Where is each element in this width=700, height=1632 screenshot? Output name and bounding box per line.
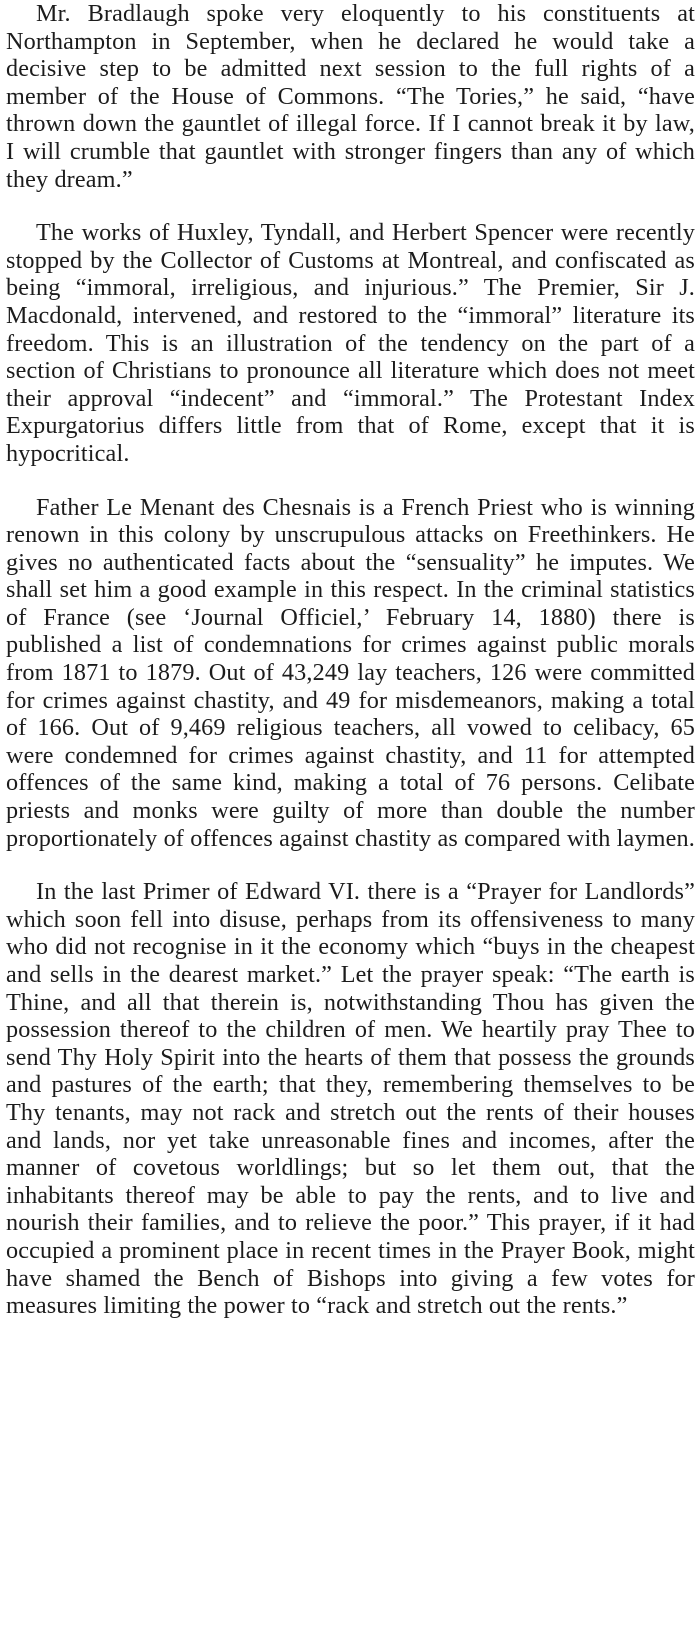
paragraph-bradlaugh-northampton: Mr. Bradlaugh spoke very eloquently to his constituents at Northampton in September, when he declared he would take a decisive step to be admitted next session to the full rights of a member of the House of Commons. “The Tories,” he said, “have thrown down the gauntlet of illegal force. If I cannot break it by law, I will crumble that gauntlet with stronger fingers than any of which they dream.” [6,0,695,193]
text-column [6,0,695,1320]
paragraph-french-priest-statistics: Father Le Menant des Chesnais is a French Priest who is winning renown in this colony by unscrupulous attacks on Freethinkers. He gives no authenticated facts about the “sensuality” he imputes. We shall set him a good example in this respect. In the criminal statistics of France (see ‘Journal Officiel,’ February 14, 1880) there is published a list of condemnations for crimes against public morals from 1871 to 1879. Out of 43,249 lay teachers, 126 were committed for crimes against chastity, and 49 for misdemeanors, making a total of 166. Out of 9,469 religious teachers, all vowed to celibacy, 65 were condemned for crimes against chastity, and 11 for attempted offences of the same kind, making a total of 76 persons. Celibate priests and monks were guilty of more than double the number proportionately of offences against chastity as compared with laymen. [6,493,695,852]
paragraph-prayer-for-landlords: In the last Primer of Edward VI. there is a “Prayer for Landlords” which soon fell into disuse, perhaps from its offensiveness to many who did not recognise in it the economy which “buys in the cheapest and sells in the dearest market.” Let the prayer speak: “The earth is Thine, and all that therein is, notwithstanding Thou has given the possession thereof to the children of men. We heartily pray Thee to send Thy Holy Spirit into the hearts of them that possess the grounds and pastures of the earth; that they, remembering themselves to be Thy tenants, may not rack and stretch out the rents of their houses and lands, nor yet take unreasonable fines and incomes, after the manner of covetous worldlings; but so let them out, that the inhabitants thereof may be able to pay the rents, and to live and nourish their families, and to relieve the poor.” This prayer, if it had occupied a prominent place in recent times in the Prayer Book, might have shamed the Bench of Bishops into giving a few votes for measures limiting the power to “rack and stretch out the rents.” [6,878,695,1320]
paragraph-montreal-customs: The works of Huxley, Tyndall, and Herbert Spencer were recently stopped by the Collector of Customs at Montreal, and confiscated as being “immoral, irreligious, and injurious.” The Premier, Sir J. Macdonald, intervened, and restored to the “immoral” literature its freedom. This is an illustration of the tendency on the part of a section of Christians to pronounce all literature which does not meet their approval “indecent” and “immoral.” The Protestant Index Expurgatorius differs little from that of Rome, except that it is hypocritical. [6,219,695,467]
